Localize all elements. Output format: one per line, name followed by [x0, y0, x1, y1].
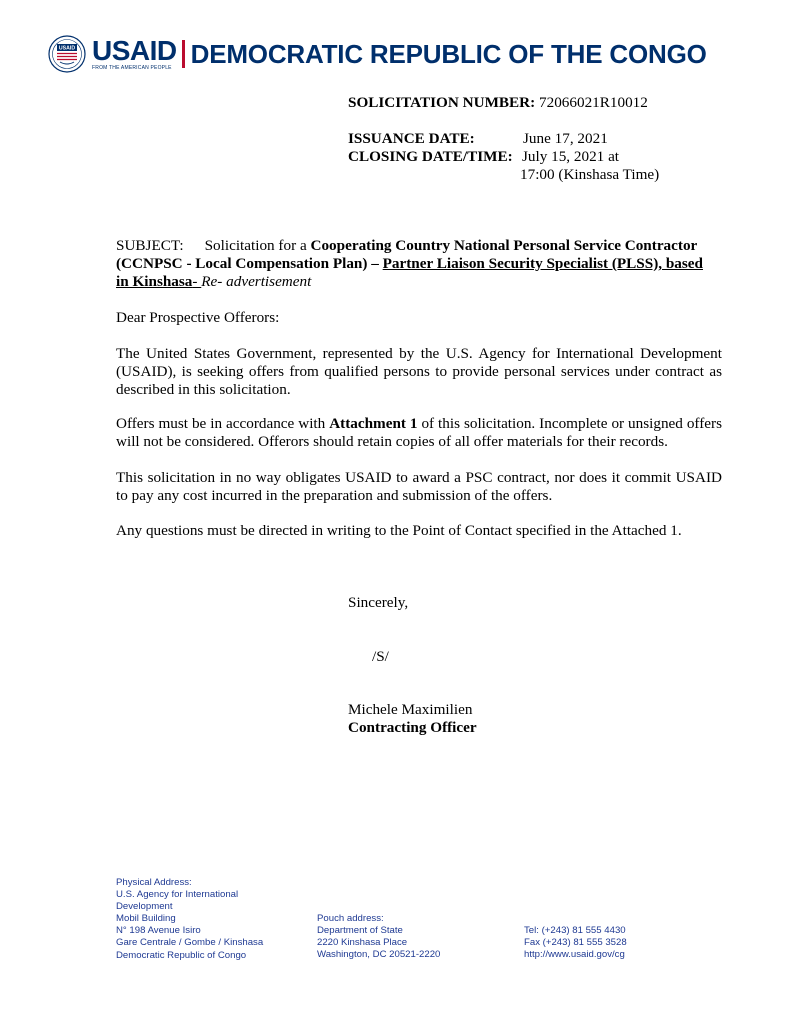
paragraph-2: [116, 415, 722, 451]
closing-date-value: July 15, 2021 at: [522, 148, 620, 165]
usaid-wordmark: [92, 37, 177, 71]
physical-address-line: Mobil Building: [116, 913, 176, 925]
subject-intro: Solicitation for a: [204, 237, 311, 254]
subject-bold-1: Cooperating Country National Personal Service Contractor: [310, 237, 698, 254]
contact-info: [524, 925, 627, 961]
letterhead: [48, 34, 707, 74]
solicitation-number-value: 72066021R10012: [539, 94, 648, 111]
paragraph-2-b: of this solicitation. Incomplete or unsigned offers will not be considered. Offerors should retain copies of all offer materials for their records.: [116, 415, 722, 451]
physical-address-line: Democratic Republic of Congo: [116, 949, 247, 961]
phone-number: Tel: (+243) 81 555 4430: [524, 925, 626, 936]
closing-date-label: CLOSING DATE/TIME:: [348, 148, 513, 165]
physical-address-line: U.S. Agency for International: [116, 889, 239, 901]
paragraph-2-a: Offers must be in accordance with: [116, 415, 330, 432]
pouch-address-label: Pouch address:: [317, 913, 384, 924]
subject-location: in Kinshasa: [116, 273, 193, 290]
signer-title: Contracting Officer: [348, 719, 477, 736]
paragraph-4: Any questions must be directed in writing to the Point of Contact specified in the Attached 1.: [116, 522, 682, 539]
seal-text: USAID: [58, 45, 76, 52]
closing-time-value: 17:00 (Kinshasa Time): [520, 166, 660, 183]
subject-label: SUBJECT:: [116, 237, 184, 254]
subject-readvertisement: Re- advertisement: [201, 273, 312, 290]
subject-line-1: [116, 237, 697, 255]
subject-line-3: [116, 273, 311, 291]
paragraph-1: The United States Government, represented by the U.S. Agency for International Development (USAID), is seeking offers from qualified persons to provide personal services under contract as described in this solicitation.: [116, 345, 722, 399]
physical-address: [116, 877, 263, 962]
paragraph-3: This solicitation in no way obligates USAID to award a PSC contract, nor does it commit USAID to pay any cost incurred in the preparation and submission of the offers.: [116, 469, 722, 505]
pouch-address: [317, 913, 440, 961]
pouch-address-line: 2220 Kinshasa Place: [317, 937, 408, 949]
physical-address-line: Gare Centrale / Gombe / Kinshasa: [116, 937, 264, 949]
subject-position-title: Partner Liaison Security Specialist (PLSS), based: [382, 255, 703, 272]
signer-name: Michele Maximilien: [348, 701, 473, 718]
closing-salutation: Sincerely,: [348, 594, 409, 611]
pouch-address-line: Department of State: [317, 925, 403, 937]
attachment-ref: Attachment 1: [329, 415, 418, 432]
website-link[interactable]: http://www.usaid.gov/cg: [524, 949, 625, 961]
solicitation-number-line: [348, 94, 648, 112]
country-title: DEMOCRATIC REPUBLIC OF THE CONGO: [190, 38, 707, 69]
signature: /S/: [372, 648, 389, 665]
pouch-address-line: Washington, DC 20521-2220: [317, 949, 441, 961]
subject-dash: -: [192, 273, 202, 290]
physical-address-label: Physical Address:: [116, 877, 192, 888]
issuance-date-value: June 17, 2021: [523, 130, 608, 147]
issuance-date-label: ISSUANCE DATE:: [348, 130, 475, 147]
usaid-seal-icon: [48, 35, 86, 73]
fax-number: Fax (+243) 81 555 3528: [524, 937, 627, 949]
salutation: Dear Prospective Offerors:: [116, 309, 280, 326]
physical-address-line: N° 198 Avenue Isiro: [116, 925, 201, 937]
physical-address-line: Development: [116, 901, 173, 913]
usaid-word: USAID: [92, 35, 177, 66]
usaid-tagline: FROM THE AMERICAN PEOPLE: [92, 65, 172, 71]
solicitation-number-label: SOLICITATION NUMBER:: [348, 94, 536, 111]
logo-divider: [182, 40, 185, 68]
subject-bold-2: (CCNPSC - Local Compensation Plan) –: [116, 255, 383, 272]
subject-line-2: [116, 255, 703, 273]
